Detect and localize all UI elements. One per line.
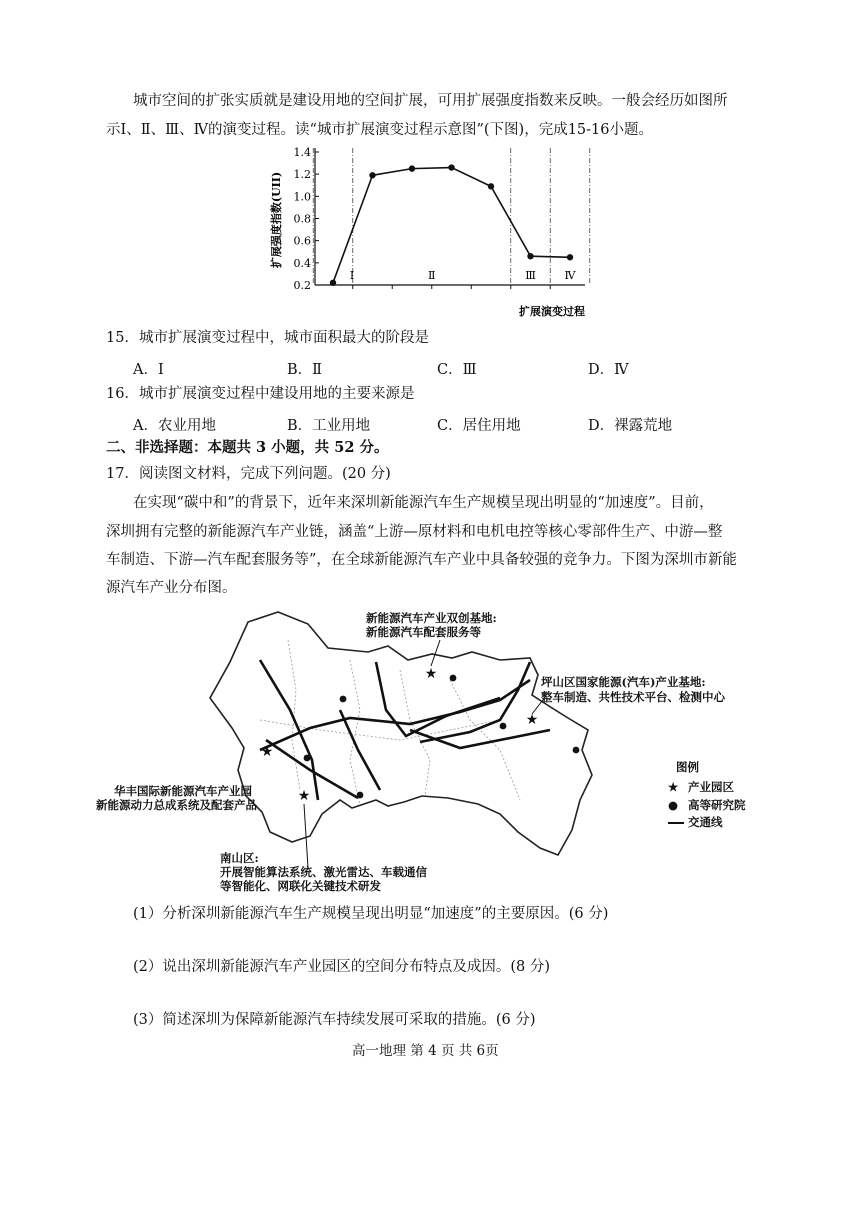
park-star-2: ★ (525, 712, 539, 728)
park-star-3: ★ (260, 744, 274, 760)
map-label-top-1: 新能源汽车产业双创基地: (366, 611, 497, 625)
q16-option-d: D．裸露荒地 (588, 418, 673, 434)
map-label-top-2: 新能源汽车配套服务等 (366, 625, 481, 639)
y-tick-label: 0.8 (293, 212, 311, 226)
park-star-4: ★ (297, 788, 311, 804)
q15-stem: 15．城市扩展演变过程中，城市面积最大的阶段是 (106, 330, 429, 346)
q17-sub-3: (3）简述深圳为保障新能源汽车持续发展可采取的措施。(6 分) (133, 1012, 536, 1028)
urban-expansion-chart (250, 140, 610, 320)
institute-dot-1 (340, 696, 347, 703)
q16-option-b: B．工业用地 (287, 418, 371, 434)
section-2-heading: 二、非选择题：本题共 3 小题，共 52 分。 (106, 439, 389, 456)
q17-para-2: 深圳拥有完整的新能源汽车产业链，涵盖“上游—原材料和电机电控等核心零部件生产、中游—整 (106, 524, 723, 540)
y-tick-label: 1.0 (293, 190, 311, 204)
page-footer: 高一地理 第 4 页 共 6页 (352, 1043, 499, 1059)
y-tick-label: 0.2 (293, 279, 311, 292)
institute-dot-3 (304, 755, 311, 762)
stage-label: Ⅰ (349, 269, 355, 282)
data-point (330, 280, 336, 286)
x-axis-label: 扩展演变过程 (519, 305, 585, 318)
q17-para-3: 车制造、下游—汽车配套服务等”，在全球新能源汽车产业中具备较强的竞争力。下图为深圳市新能 (106, 552, 737, 568)
q17-para-4: 源汽车产业分布图。 (106, 580, 237, 596)
map-label-bottom-2: 开展智能算法系统、激光雷达、车载通信 (220, 865, 427, 879)
q15-option-a: A．Ⅰ (133, 362, 164, 378)
data-point (567, 254, 573, 260)
y-axis-label: 扩展强度指数(UII) (270, 171, 283, 269)
legend-star-icon: ★ (668, 780, 679, 794)
stage-label: Ⅱ (428, 269, 436, 282)
map-label-bottom-3: 等智能化、网联化关键技术研发 (220, 879, 381, 893)
q15-option-c: C．Ⅲ (437, 362, 477, 378)
series-line (333, 168, 570, 283)
y-tick-label: 1.2 (293, 168, 311, 182)
q17-stem: 17．阅读图文材料，完成下列问题。(20 分) (106, 466, 391, 482)
map-legend (668, 762, 758, 834)
institute-dot-6 (357, 792, 364, 799)
q15-option-b: B．Ⅱ (287, 362, 323, 378)
legend-title: 图例 (676, 760, 699, 774)
data-point (448, 164, 454, 170)
q17-sub-1: (1）分析深圳新能源汽车生产规模呈现出明显“加速度”的主要原因。(6 分) (133, 906, 609, 922)
legend-park-label: 产业园区 (688, 780, 734, 794)
institute-dot-5 (573, 747, 580, 754)
park-star-1: ★ (424, 666, 438, 682)
stage-label: Ⅲ (525, 269, 536, 282)
intro-line-1: 城市空间的扩张实质就是建设用地的空间扩展，可用扩展强度指数来反映。一般会经历如图所 (133, 93, 728, 109)
map-label-left-1: 华丰国际新能源汽车产业园 (114, 784, 252, 798)
map-label-right-1: 坪山区国家能源(汽车)产业基地: (541, 675, 706, 689)
data-point (369, 172, 375, 178)
legend-institute-label: 高等研究院 (688, 798, 746, 812)
y-tick-label: 0.4 (293, 256, 311, 270)
q15-option-d: D．Ⅳ (588, 362, 629, 378)
data-point (527, 253, 533, 259)
legend-dot-icon: ● (668, 798, 679, 812)
map-label-left-2: 新能源动力总成系统及配套产品 (96, 798, 257, 812)
map-label-right-2: 整车制造、共性技术平台、检测中心 (541, 690, 725, 704)
legend-road-label: 交通线 (688, 815, 723, 829)
y-tick-label: 1.4 (293, 146, 311, 159)
q17-para-1: 在实现“碳中和”的背景下，近年来深圳新能源汽车生产规模呈现出明显的“加速度”。目前， (133, 495, 714, 511)
data-point (488, 183, 494, 189)
q17-sub-2: (2）说出深圳新能源汽车产业园区的空间分布特点及成因。(8 分) (133, 959, 551, 975)
shenzhen-nev-industry-map (200, 600, 620, 870)
q16-option-a: A．农业用地 (133, 418, 216, 434)
q16-option-c: C．居住用地 (437, 418, 521, 434)
stage-label: Ⅳ (564, 269, 576, 282)
data-point (409, 165, 415, 171)
intro-line-2: 示Ⅰ、Ⅱ、Ⅲ、Ⅳ的演变过程。读“城市扩展演变过程示意图”(下图)，完成15-16小题。 (106, 122, 653, 138)
institute-dot-4 (500, 723, 507, 730)
map-label-bottom-1: 南山区: (220, 851, 259, 865)
traffic-lines (260, 660, 550, 800)
q16-stem: 16．城市扩展演变过程中建设用地的主要来源是 (106, 386, 415, 402)
legend-line-icon (668, 822, 684, 824)
institute-dot-2 (450, 675, 457, 682)
y-tick-label: 0.6 (293, 234, 311, 248)
